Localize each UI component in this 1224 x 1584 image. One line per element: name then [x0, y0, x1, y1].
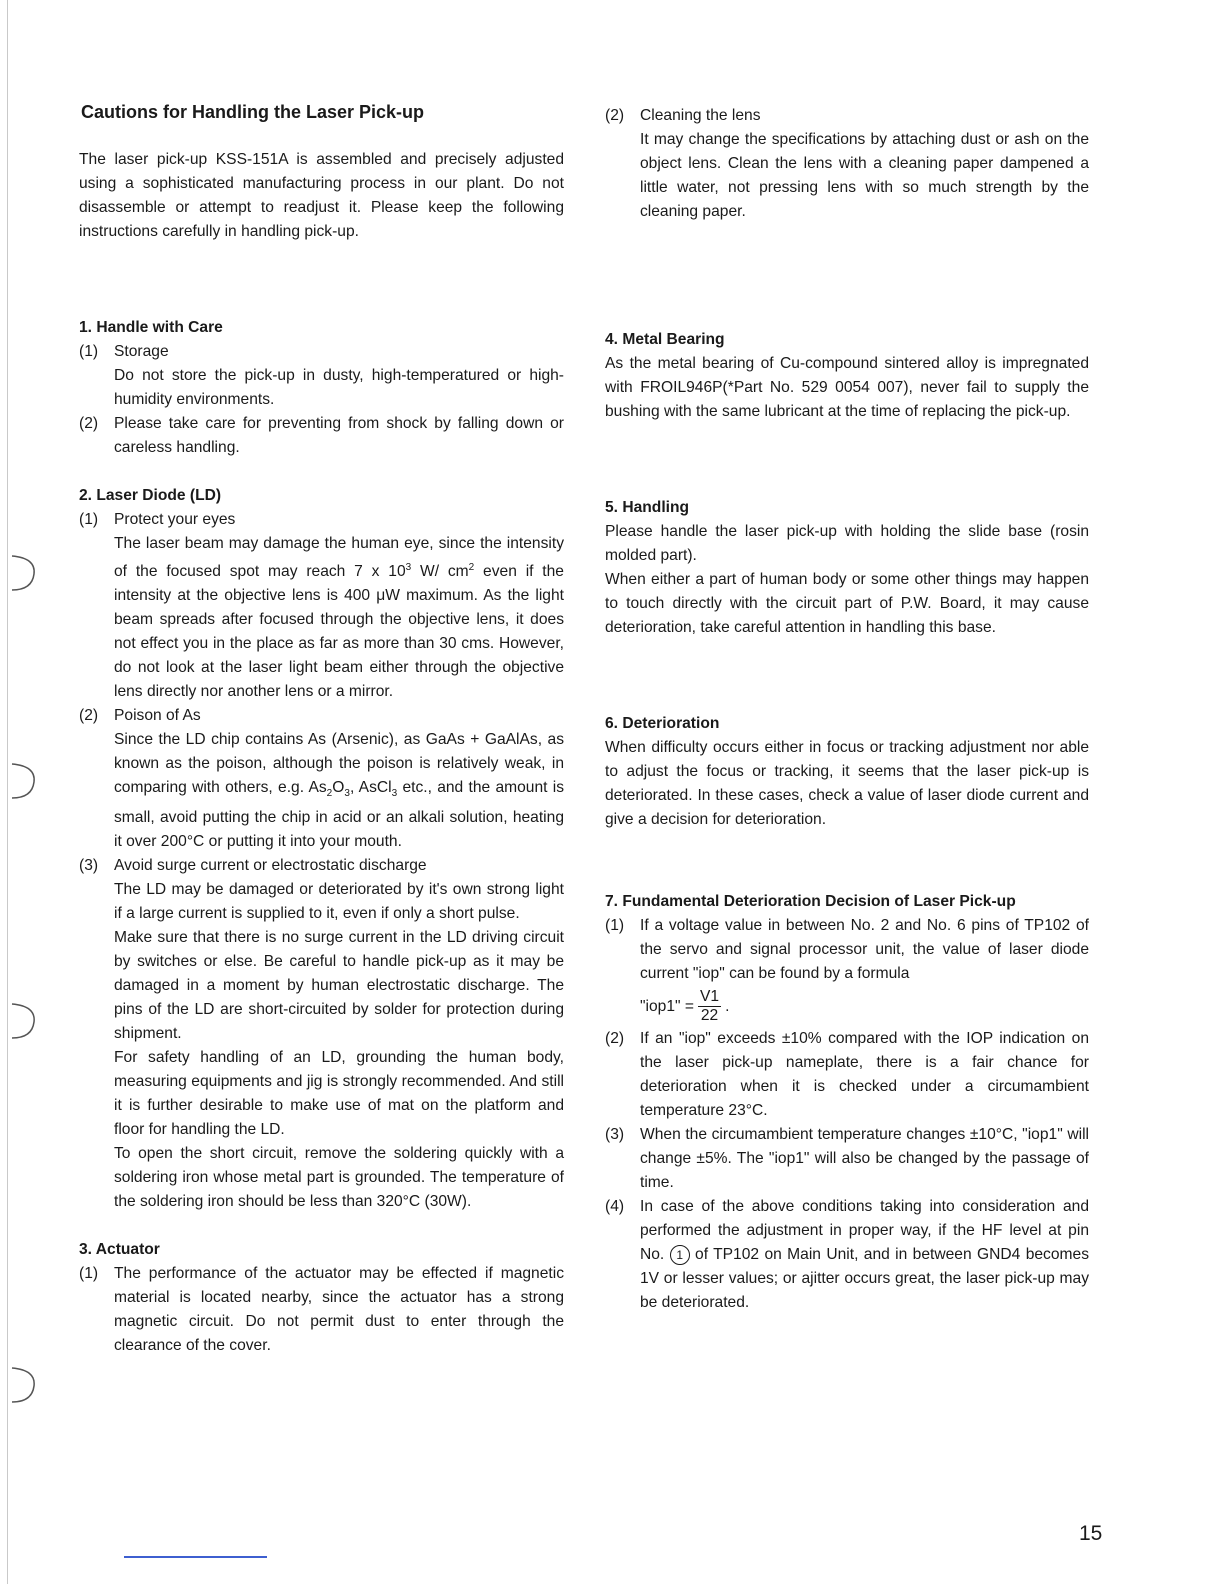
item-number: (2): [79, 415, 99, 432]
section-4-heading: 4. Metal Bearing: [605, 331, 725, 348]
formula-fraction: [698, 988, 721, 1025]
item-title: Cleaning the lens: [640, 107, 761, 124]
cleaning-item: [605, 104, 1089, 224]
item-number: (3): [605, 1126, 625, 1143]
section-4-text: As the metal bearing of Cu-compound sintered alloy is impregnated with FROIL946P(*Part No. 529 0054 007), never fail to supply the bushing with the same lubricant at the time of replacing the pick-up.: [605, 355, 1089, 420]
item-number: (1): [79, 1265, 99, 1283]
circled-pin-number: 1: [670, 1245, 690, 1265]
item-text: If a voltage value in between No. 2 and No. 6 pins of TP102 of the servo and signal processor unit, the value of laser diode current "iop" can be found by a formula: [640, 917, 1089, 982]
item-title: Storage: [114, 343, 169, 360]
binder-hole-mark: [6, 1362, 38, 1408]
section-5-text: Please handle the laser pick-up with holding the slide base (rosin molded part).: [605, 523, 1089, 564]
page-number: 15: [1079, 1522, 1103, 1545]
item-text: To open the short circuit, remove the soldering quickly with a soldering iron whose metal part is grounded. The temperature of the soldering iron should be less than 320°C (30W).: [114, 1145, 564, 1211]
formula-lhs: "iop1" =: [640, 997, 694, 1015]
section-2-item-3: [79, 854, 564, 1214]
item-text: Please take care for preventing from shock by falling down or careless handling.: [114, 415, 564, 456]
section-1-heading: 1. Handle with Care: [79, 319, 223, 336]
section-7-item-4: [605, 1195, 1089, 1315]
binder-hole-mark: [6, 998, 38, 1044]
binder-hole-mark: [6, 758, 38, 804]
item-text: The laser beam may damage the human eye, since the intensity of the focused spot may reach 7 x $10^3$ W/ $cm^2$ even if the intensity at the objective lens is 400 μW maximum. As the light beam spreads after focused through the objective lens, it does not effect you in the place as far as more than 30 cms. However, do not look at the laser light beam either through the objective lens directly nor another lens or a mirror.: [114, 535, 564, 701]
section-2-item-1: [79, 508, 564, 704]
item-text: If an "iop" exceeds ±10% compared with the IOP indication on the laser pick-up nameplate, there is a fair chance for deterioration when it is checked under a circumambient temperature 23°C.: [640, 1030, 1089, 1119]
section-5-text: When either a part of human body or some other things may happen to touch directly with the circuit part of P.W. Board, it may cause deterioration, take careful attention in handling this base.: [605, 571, 1089, 636]
item-text: The performance of the actuator may be effected if magnetic material is located nearby, since the actuator has a strong magnetic circuit. Do not permit dust to enter through the clearance of the cover.: [114, 1265, 564, 1355]
item-number: (2): [605, 107, 625, 124]
formula-numerator: V1: [700, 988, 720, 1005]
section-5-heading: 5. Handling: [605, 499, 690, 516]
item-text: Make sure that there is no surge current in the LD driving circuit by switches or else. Be careful to handle pick-up as it may be damaged in a moment by human electrostatic discharge. The pins of the LD are short-circuited by solder for protection during shipment.: [114, 929, 564, 1043]
item-text: The LD may be damaged or deteriorated by it's own strong light if a large current is supplied to it, even if only a short pulse.: [114, 881, 564, 923]
left-column: [79, 100, 564, 1358]
section-7-item-2: [605, 1027, 1089, 1123]
item-number: (3): [79, 857, 99, 875]
item-text: Since the LD chip contains As (Arsenic), as GaAs + GaAlAs, as known as the poison, although the poison is relatively weak, in comparing with others, e.g. $As_2O_3$, AsCl$_3$ etc., and the amount is small, avoid putting the chip in acid or an alkali solution, heating it over 200°C or putting it into your mouth.: [114, 731, 564, 851]
item-title: Poison of As: [114, 707, 201, 725]
item-text: For safety handling of an LD, grounding the human body, measuring equipments and jig is strongly recommended. And still it is further desirable to make use of mat on the platform and floor for handling the LD.: [114, 1049, 564, 1139]
section-7-item-1: [605, 914, 1089, 1025]
binder-hole-mark: [6, 550, 38, 596]
item-text: It may change the specifications by attaching dust or ash on the object lens. Clean the lens with a cleaning paper dampened a little water, not pressing lens with so much strength by the cleaning paper.: [640, 131, 1089, 220]
section-2-heading: 2. Laser Diode (LD): [79, 487, 222, 504]
footer-rule: [124, 1556, 267, 1558]
item-number: (2): [79, 707, 99, 725]
section-1-item-1: [79, 340, 564, 412]
section-3-item-1: [79, 1262, 564, 1358]
page-title: Cautions for Handling the Laser Pick-up: [81, 102, 425, 122]
section-1-item-2: [79, 412, 564, 460]
section-3-heading: 3. Actuator: [79, 1241, 160, 1259]
section-2-item-2: [79, 704, 564, 854]
item-number: (1): [79, 511, 99, 528]
formula-denominator: 22: [700, 1007, 719, 1024]
section-7-heading: 7. Fundamental Deterioration Decision of Laser Pick-up: [605, 893, 1016, 910]
section-7-item-3: [605, 1123, 1089, 1195]
item-text: When the circumambient temperature changes ±10°C, "iop1" will change ±5%. The "iop1" will also be changed by the passage of time.: [640, 1126, 1089, 1191]
iop-formula: [640, 988, 1089, 1025]
item-number: (1): [79, 343, 99, 360]
section-6-heading: 6. Deterioration: [605, 715, 720, 732]
item-title: Protect your eyes: [114, 511, 236, 528]
section-6-text: When difficulty occurs either in focus or tracking adjustment nor able to adjust the focus or tracking, it seems that the laser pick-up is deteriorated. In these cases, check a value of laser diode current and give a decision for deterioration.: [605, 739, 1089, 828]
intro-paragraph: The laser pick-up KSS-151A is assembled and precisely adjusted using a sophisticated manufacturing process in our plant. Do not disassemble or attempt to readjust it. Please keep the following instructions carefully in handling pick-up.: [79, 151, 564, 240]
formula-end: .: [725, 997, 730, 1015]
item-number: (1): [605, 917, 625, 934]
right-column: [605, 104, 1089, 1315]
item-text: In case of the above conditions taking into consideration and performed the adjustment in proper way, if the HF level at pin No. 1 of TP102 on Main Unit, and in between GND4 becomes 1V or lesser values; or ajitter occurs great, the laser pick-up may be deteriorated.: [640, 1198, 1089, 1311]
item-title: Avoid surge current or electrostatic discharge: [114, 857, 427, 875]
item-number: (4): [605, 1198, 625, 1215]
item-text: Do not store the pick-up in dusty, high-temperatured or high-humidity environments.: [114, 367, 564, 408]
item-number: (2): [605, 1030, 625, 1047]
